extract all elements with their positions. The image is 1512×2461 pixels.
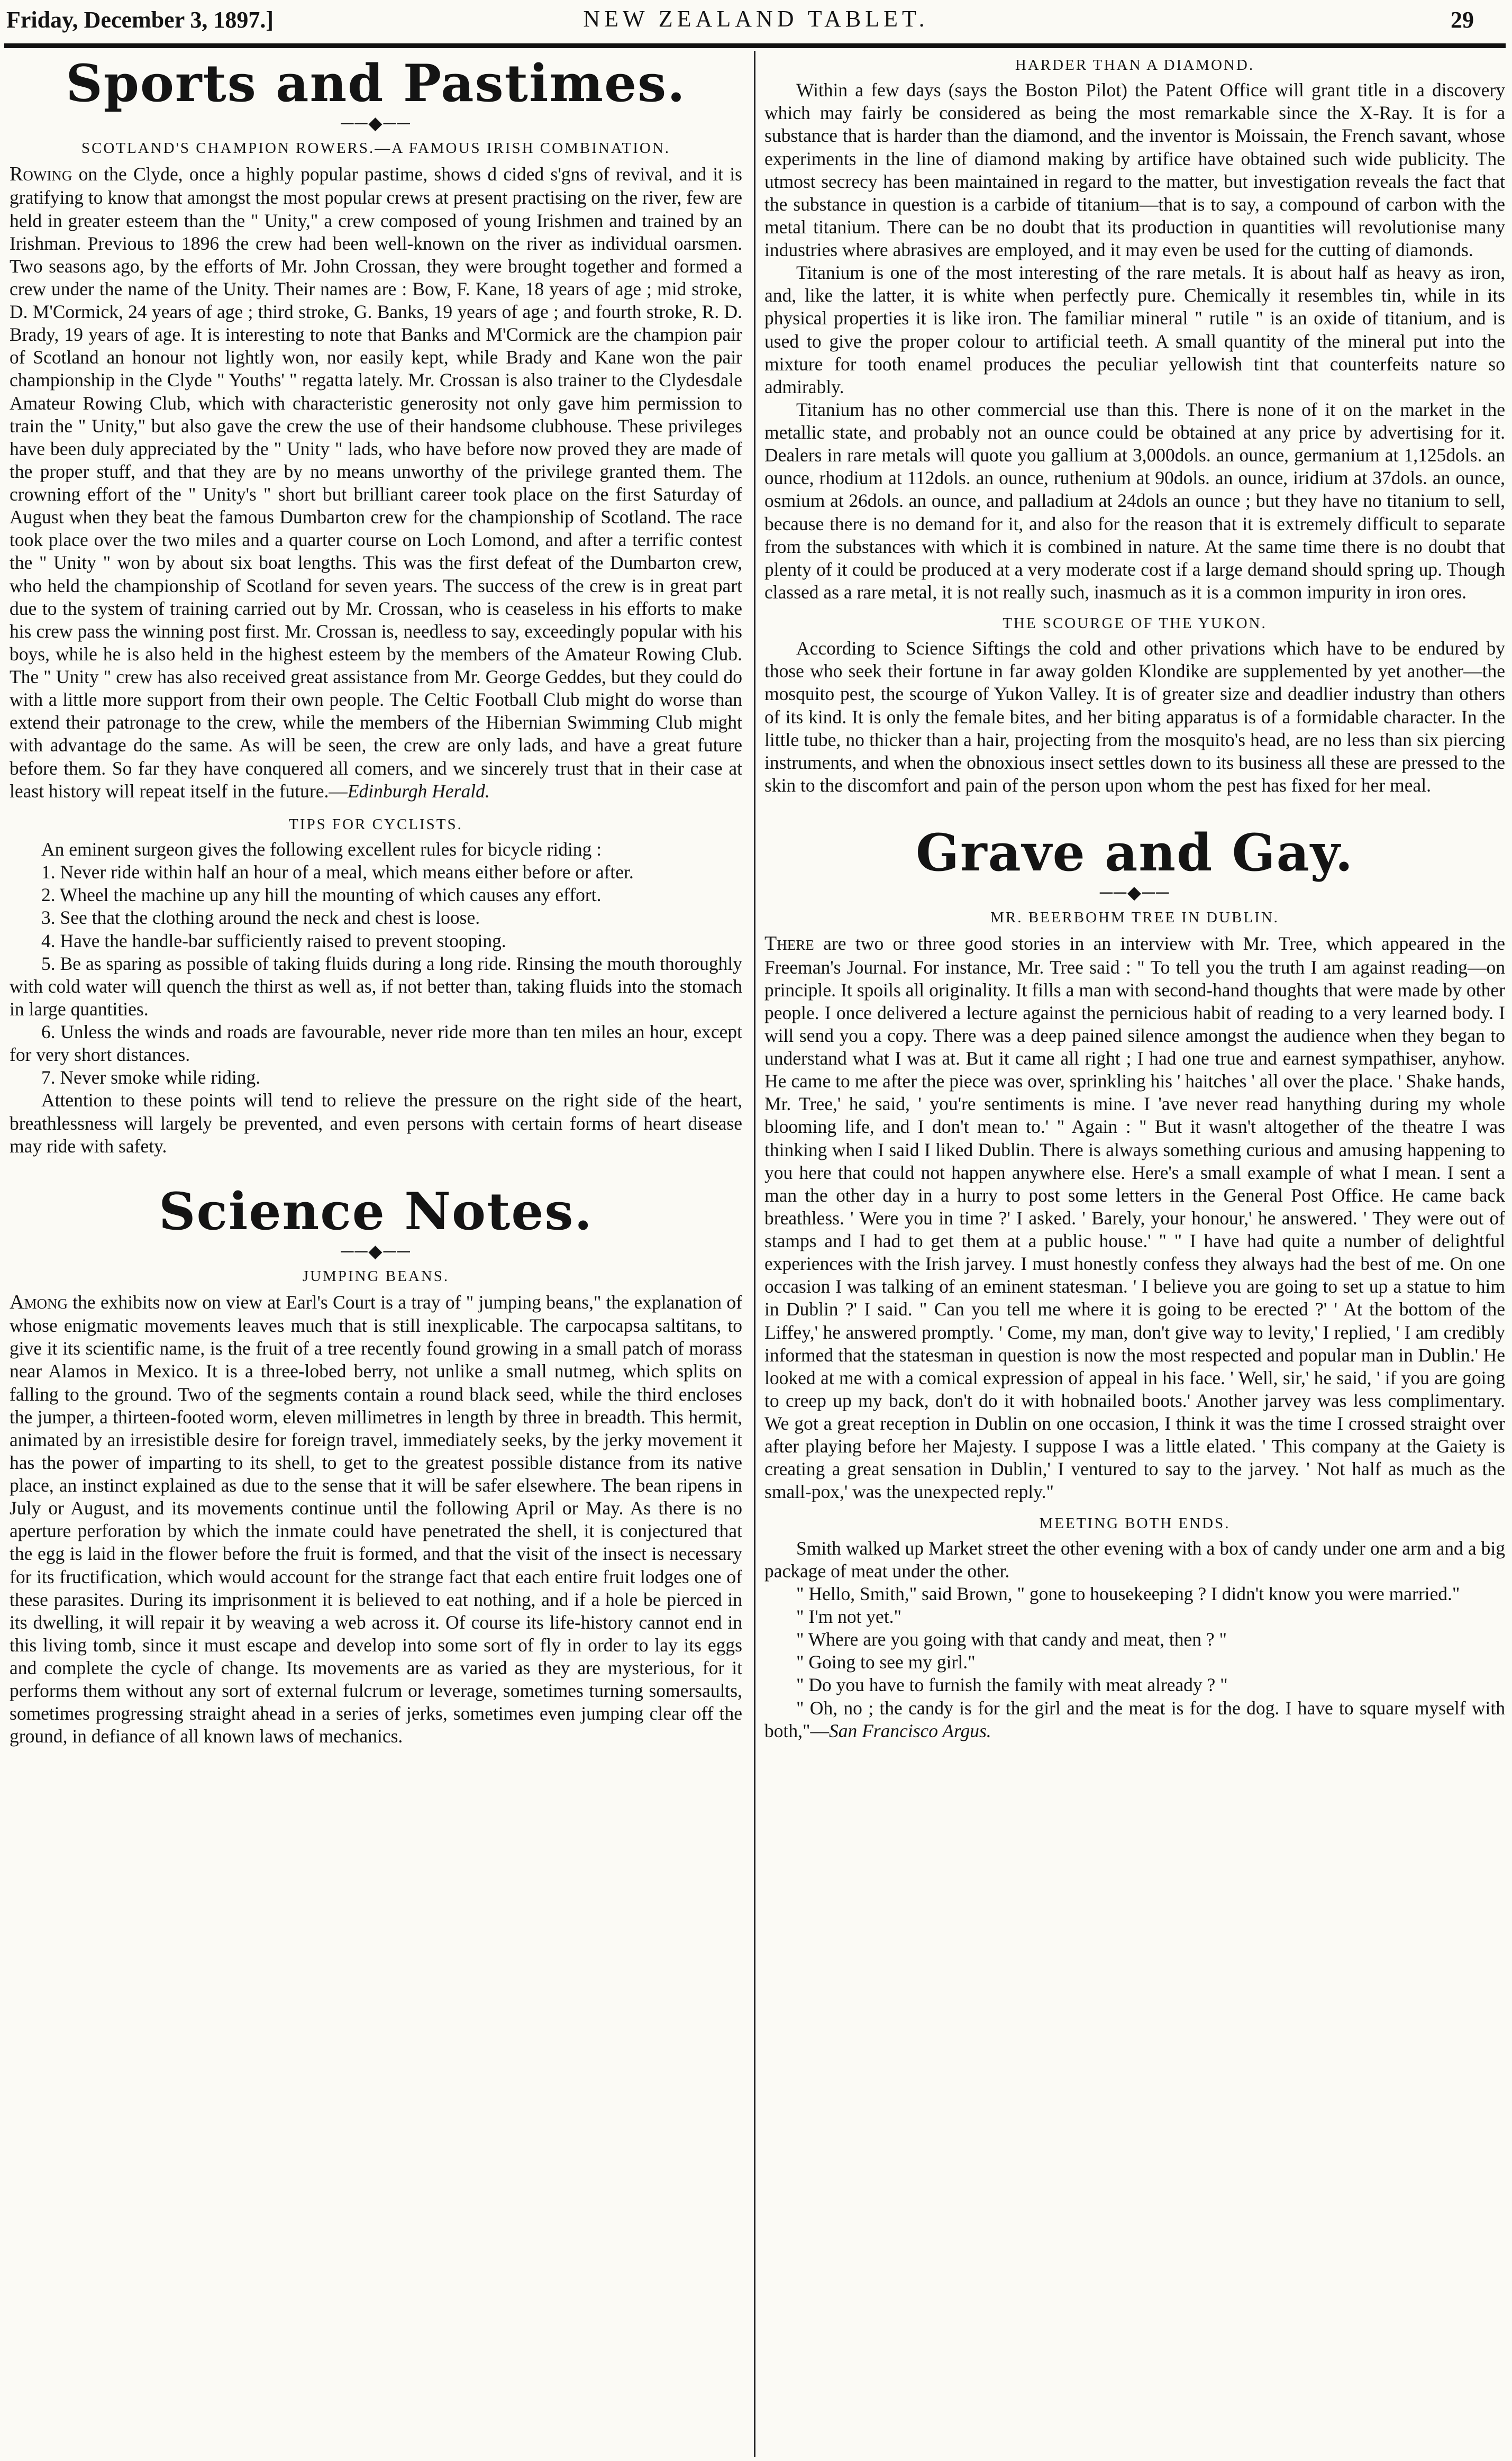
cycling-rule: 3. See that the clothing around the neck and chest is loose.	[41, 907, 480, 929]
article-body-beans: Among the exhibits now on view at Earl's Court is a tray of " jumping beans," the explanation of whose enigmatic movements leaves much that is still inexplicable. The carpocapsa saltitans, to give it its scientific name, is the fruit of a tree recently found growing in a small patch of morass near Alamos in Mexico. It is a three-lobed berry, not unlike a small nutmeg, which splits on falling to the ground. Two of the segments contain a round black seed, while the third encloses the jumper, a thirteen-footed worm, eleven millimetres in length by three in breadth. This hermit, animated by an irresistible desire for foreign travel, immediately seeks, by the jerky movement it has the power of imparting to its shell, to get to the greatest possible distance from its native place, an instinct explained as due to the sense that it will be safer elsewhere. The bean ripens in July or August, and its movements continue until the following April or May. As there is no aperture perforation by which the inmate could have penetrated the shell, it is conjectured that the egg is laid in the flower before the fruit is formed, and that the visit of the insect is necessary for its fructification, which would account for the strange fact that each entire fruit lodges one of these parasites. During its imprisonment it is believed to eat nothing, and if a hole be pierced in its dwelling, it will repair it by weaving a web across it. Of course its life-history cannot end in this living tomb, since it must escape and develop into some sort of fly in order to lay its eggs and complete the cycle of change. Its movements are as varied as they are mysterious, for it performs them without any sort of external fulcrum or leverage, sometimes turning somersaults, sometimes progressing straight ahead in a series of jerks, sometimes even jumping clear off the ground, in defiance of all known laws of mechanics.	[10, 1291, 742, 1747]
article-intro-meeting: Smith walked up Market street the other evening with a box of candy under one arm and a big package of meat under the other.	[764, 1537, 1505, 1582]
article-paragraph-diamond: Titanium is one of the most interesting of the rare metals. It is about half as heavy as iron, and, like the latter, it is white when perfectly pure. Chemically it resembles tin, while in its physical properties it is like iron. The familiar mineral " rutile " is an oxide of titanium, and is used to give the proper colour to artificial teeth. A small quantity of the mineral put into the mixture for tooth enamel produces the peculiar yellowish tint that counterfeits nature so admirably.	[764, 262, 1505, 397]
article-intro-cyclists: An eminent surgeon gives the following excellent rules for bicycle riding :	[41, 839, 602, 860]
article-source: Edinburgh Herald.	[347, 780, 490, 802]
page-number: 29	[1451, 7, 1474, 33]
cycling-rule: 5. Be as sparing as possible of taking fluids during a long ride. Rinsing the mouth thoroughly with cold water will quench the thirst as well as, if not better than, taking fluids into the stomach in large quantities.	[10, 952, 742, 1020]
ornament-divider: ──◆──	[341, 114, 411, 134]
dialogue-line: " Where are you going with that candy and meat, then ? "	[796, 1629, 1227, 1650]
cycling-rule: 1. Never ride within half an hour of a meal, which means either before or after.	[41, 861, 634, 883]
article-source: San Francisco Argus.	[828, 1720, 991, 1741]
article-body-yukon: According to Science Siftings the cold and other privations which have to be endured by those who seek their fortune in far away golden Klondike are supplemented by yet another—the mosquito pest, the scourge of Yukon Valley. It is of greater size and deadlier industry than others of its kind. It is only the female bites, and her biting apparatus is of a formidable character. In the little tube, no thicker than a hair, projecting from the mosquito's head, are no less than six piercing instruments, and when the obnoxious insect settles down to its business all these are pressed to the skin to the discomfort and pain of the person upon whom the pest has fixed for her meal.	[764, 638, 1505, 796]
right-column	[764, 53, 1505, 1742]
cycling-rule: 2. Wheel the machine up any hill the mounting of which causes any effort.	[41, 884, 602, 906]
dialogue-line: " I'm not yet."	[796, 1606, 902, 1628]
article-heading-yukon: THE SCOURGE OF THE YUKON.	[1003, 615, 1267, 632]
article-heading-diamond: HARDER THAN A DIAMOND.	[1015, 57, 1255, 74]
grave-section-title: Grave and Gay.	[916, 823, 1354, 883]
sports-section-title: Sports and Pastimes.	[66, 53, 686, 113]
article-heading-meeting: MEETING BOTH ENDS.	[1039, 1514, 1231, 1532]
dialogue-line: " Going to see my girl."	[796, 1651, 976, 1673]
ornament-divider: ──◆──	[1099, 883, 1170, 903]
issue-date: Friday, December 3, 1897.]	[6, 7, 274, 33]
page-header	[0, 0, 1512, 42]
article-closing-cyclists: Attention to these points will tend to relieve the pressure on the right side of the heart, breathlessness will largely be prevented, and even persons with certain forms of heart disease may ride with safety.	[10, 1089, 742, 1157]
cycling-rule: 7. Never smoke while riding.	[41, 1067, 261, 1088]
cycling-rule: 4. Have the handle-bar sufficiently raised to prevent stooping.	[41, 930, 506, 951]
ornament-divider: ──◆──	[341, 1241, 411, 1261]
article-heading-beans: JUMPING BEANS.	[302, 1267, 450, 1285]
column-divider	[754, 51, 755, 2457]
article-body-tree: There are two or three good stories in an interview with Mr. Tree, which appeared in the Freeman's Journal. For instance, Mr. Tree said : " To tell you the truth I am against reading—on principle. It spoils all originality. It fills a man with second-hand thoughts that were made by other people. I once delivered a lecture against the pernicious habit of reading to a very learned body. I will send you a copy. There was a deep pained silence amongst the audience when they began to understand what I was at. But it came all right ; I had one true and earnest sympathiser, anyhow. He came to me after the piece was over, sprinkling his ' haitches ' all over the place. ' Shake hands, Mr. Tree,' he said, ' you're sentiments is mine. I 'ave never read hanything during my whole blooming life, and I don't mean to.' " Again : " But it wasn't altogether of the theatre I was thinking when I said I liked Dublin. There is always something curious and amusing happening to you here that could not happen anywhere else. Here's a small example of what I mean. I sent a man the other day in a hurry to post some letters in the General Post Office. He came back breathless. ' Were you in time ?' I asked. ' Barely, your honour,' he answered. ' They were out of stamps and I had to get them at a public house.' " " I have had quite a number of delightful experiences with the Irish jarvey. I must honestly confess they always had the best of me. On one occasion I was talking of an eminent statesman. ' I believe you are going to set up a statue to him in Dublin ?' I said. " Can you tell me where it is going to be erected ?' ' At the bottom of the Liffey,' he answered promptly. ' Come, my man, don't give way to levity,' I replied, ' I am credibly informed that the statesman in question is now the most respected and popular man in Dublin.' He looked at me with a comical expression of appeal in his face. ' Well, sir,' he said, ' if you are going to creep up my back, don't do it with hobnailed boots.' Another jarvey was less complimentary. We got a great reception in Dublin on one occasion, I think it was the time I crossed straight over after playing before her Majesty. I suppose I was a little elated. ' This company at the Gaiety is creating a great sensation in Dublin,' I ventured to say to the jarvey. ' Not half as much as the small-pox,' was the unexpected reply."	[764, 932, 1506, 1503]
cycling-rule: 6. Unless the winds and roads are favourable, never ride more than ten miles an hour, except for very short distances.	[10, 1021, 742, 1066]
article-heading-rowers: SCOTLAND'S CHAMPION ROWERS.—A FAMOUS IRISH COMBINATION.	[81, 140, 671, 157]
dialogue-line: " Do you have to furnish the family with meat already ? "	[796, 1674, 1228, 1696]
article-paragraph-diamond: Within a few days (says the Boston Pilot) the Patent Office will grant title in a discovery which may fairly be considered as being the most remarkable since the X-Ray. It is for a substance that is harder than the diamond, and the inventor is Moissain, the French savant, whose experiments in the line of diamond making by artifice have obtained such wide publicity. The utmost secrecy has been maintained in regard to the matter, but investigation reveals the fact that the substance in question is a carbide of titanium—that is to say, a compound of carbon with the metal titanium. There can be no doubt that its production in quantities will revolutionise many industries where abrasives are employed, and it may even be used for the cutting of diamonds.	[764, 79, 1505, 261]
dialogue-line-last: " Oh, no ; the candy is for the girl and the meat is for the dog. I have to square myself with both,"—San Francisco Argus.	[764, 1697, 1505, 1741]
left-column	[10, 53, 742, 1748]
publication-title: NEW ZEALAND TABLET.	[583, 6, 929, 32]
article-body-rowers: Rowing on the Clyde, once a highly popular pastime, shows d cided s'gns of revival, and it is gratifying to know that amongst the most popular crews at present practising on the river, few are held in greater esteem than the " Unity," a crew composed of young Irishmen and trained by an Irishman. Previous to 1896 the crew had been well-known on the river as individual oarsmen. Two seasons ago, by the efforts of Mr. John Crossan, they were brought together and formed a crew under the name of the Unity. Their names are : Bow, F. Kane, 18 years of age ; mid stroke, D. M'Cormick, 24 years of age ; third stroke, G. Banks, 19 years of age ; and fourth stroke, R. D. Brady, 19 years of age. It is interesting to note that Banks and M'Cormick are the champion pair of Scotland an honour not lightly won, nor easily kept, while Brady and Kane won the pair championship in the Clyde " Youths' " regatta lately. Mr. Crossan is also trainer to the Clydesdale Amateur Rowing Club, which with characteristic generosity not only gave him permission to train the " Unity," but also gave the crew the use of their handsome clubhouse. These privileges have been duly appreciated by the " Unity " lads, who have before now proved they are made of the proper stuff, and that they are by no means unworthy of the privilege granted them. The crowning effort of the " Unity's " short but brilliant career took place on the first Saturday of August when they beat the famous Dumbarton crew for the championship of Scotland. The race took place over the two miles and a quarter course on Loch Lomond, and after a terrific contest the " Unity " won by about six boat lengths. This was the first defeat of the Dumbarton crew, who held the championship of Scotland for seven years. The success of the crew is in great part due to the system of training carried out by Mr. Crossan, who is ceaseless in his efforts to make his crew pass the winning post first. Mr. Crossan is, needless to say, exceedingly popular with his boys, while he is also held in the highest esteem by the members of the Amateur Rowing Club. The " Unity " crew has also received great assistance from Mr. George Geddes, but they could do with a little more support from their own people. The Celtic Football Club might do worse than extend their patronage to the crew, while the members of the Hibernian Swimming Club might with advantage do the same. As will be seen, the crew are only lads, and have a great future before them. So far they have conquered all comers, and we sincerely trust that in their case at least history will repeat itself in the future.—Edinburgh Herald.	[10, 163, 742, 802]
dialogue-line: " Hello, Smith," said Brown, " gone to housekeeping ? I didn't know you were married."	[796, 1583, 1460, 1604]
article-heading-cyclists: TIPS FOR CYCLISTS.	[289, 815, 463, 833]
article-paragraph-diamond: Titanium has no other commercial use than this. There is none of it on the market in the metallic state, and probably not an ounce could be obtained at any price by advertising for it. Dealers in rare metals will quote you gallium at 3,000dols. an ounce, germanium at 1,125dols. an ounce, rhodium at 112dols. an ounce, ruthenium at 90dols. an ounce, iridium at 37dols. an ounce, osmium at 26dols. an ounce, and palladium at 24dols an ounce ; but they have no titanium to sell, because there is no demand for it, and also for the reason that it is extremely difficult to separate from the substances with which it is combined in nature. At the same time there is no doubt that plenty of it could be produced at a very moderate cost if a large demand should spring up. Though classed as a rare metal, it is not really such, inasmuch as it is a common impurity in iron ores.	[764, 398, 1505, 603]
header-rule	[4, 43, 1506, 48]
article-heading-tree: MR. BEERBOHM TREE IN DUBLIN.	[990, 909, 1279, 927]
science-section-title: Science Notes.	[159, 1181, 593, 1241]
